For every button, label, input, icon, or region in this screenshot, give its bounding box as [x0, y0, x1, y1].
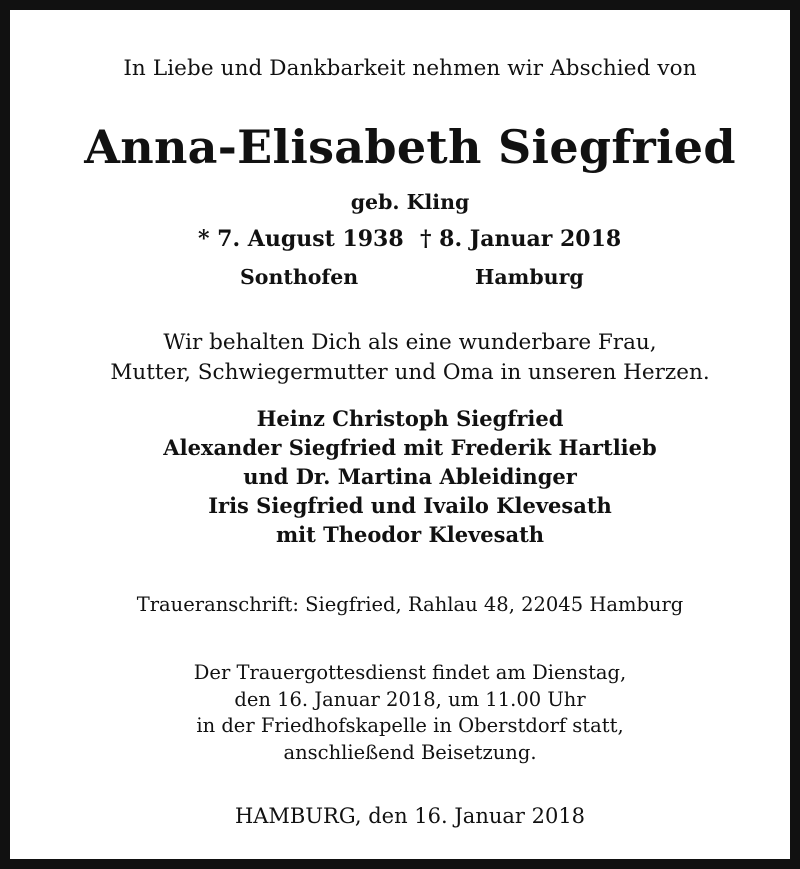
deceased-name: Anna-Elisabeth Siegfried — [84, 120, 736, 174]
family-line: und Dr. Martina Ableidinger — [243, 464, 577, 489]
service-line: in der Friedhofskapelle in Oberstdorf statt, — [196, 714, 624, 737]
tribute-line: Mutter, Schwiegermutter und Oma in unseren Herzen. — [110, 360, 710, 385]
life-dates — [190, 226, 630, 256]
service-line: Der Trauergottesdienst findet am Dienstag, — [193, 661, 627, 684]
death-date: † 8. Januar 2018 — [420, 226, 622, 252]
family-signatures — [20, 404, 800, 549]
tribute-line: Wir behalten Dich als eine wunderbare Frau, — [163, 330, 657, 355]
maiden-name: geb. Kling — [350, 190, 470, 214]
death-place: Hamburg — [475, 265, 584, 289]
birth-date: * 7. August 1938 — [198, 226, 404, 252]
family-line: Iris Siegfried und Ivailo Klevesath — [208, 493, 612, 518]
birth-place: Sonthofen — [240, 265, 359, 289]
life-places — [190, 265, 630, 295]
notice-content — [20, 20, 800, 869]
mourning-address: Traueranschrift: Siegfried, Rahlau 48, 22045 Hamburg — [136, 593, 684, 616]
family-line: Alexander Siegfried mit Frederik Hartlieb — [163, 435, 657, 460]
family-line: Heinz Christoph Siegfried — [256, 406, 564, 431]
service-line: den 16. Januar 2018, um 11.00 Uhr — [234, 687, 586, 711]
tribute-text — [20, 328, 800, 388]
family-line: mit Theodor Klevesath — [275, 522, 545, 547]
closing-place-date: HAMBURG, den 16. Januar 2018 — [234, 804, 586, 828]
service-details — [20, 660, 800, 766]
intro-text: In Liebe und Dankbarkeit nehmen wir Abschied von — [123, 56, 697, 81]
service-line: anschließend Beisetzung. — [283, 740, 537, 764]
